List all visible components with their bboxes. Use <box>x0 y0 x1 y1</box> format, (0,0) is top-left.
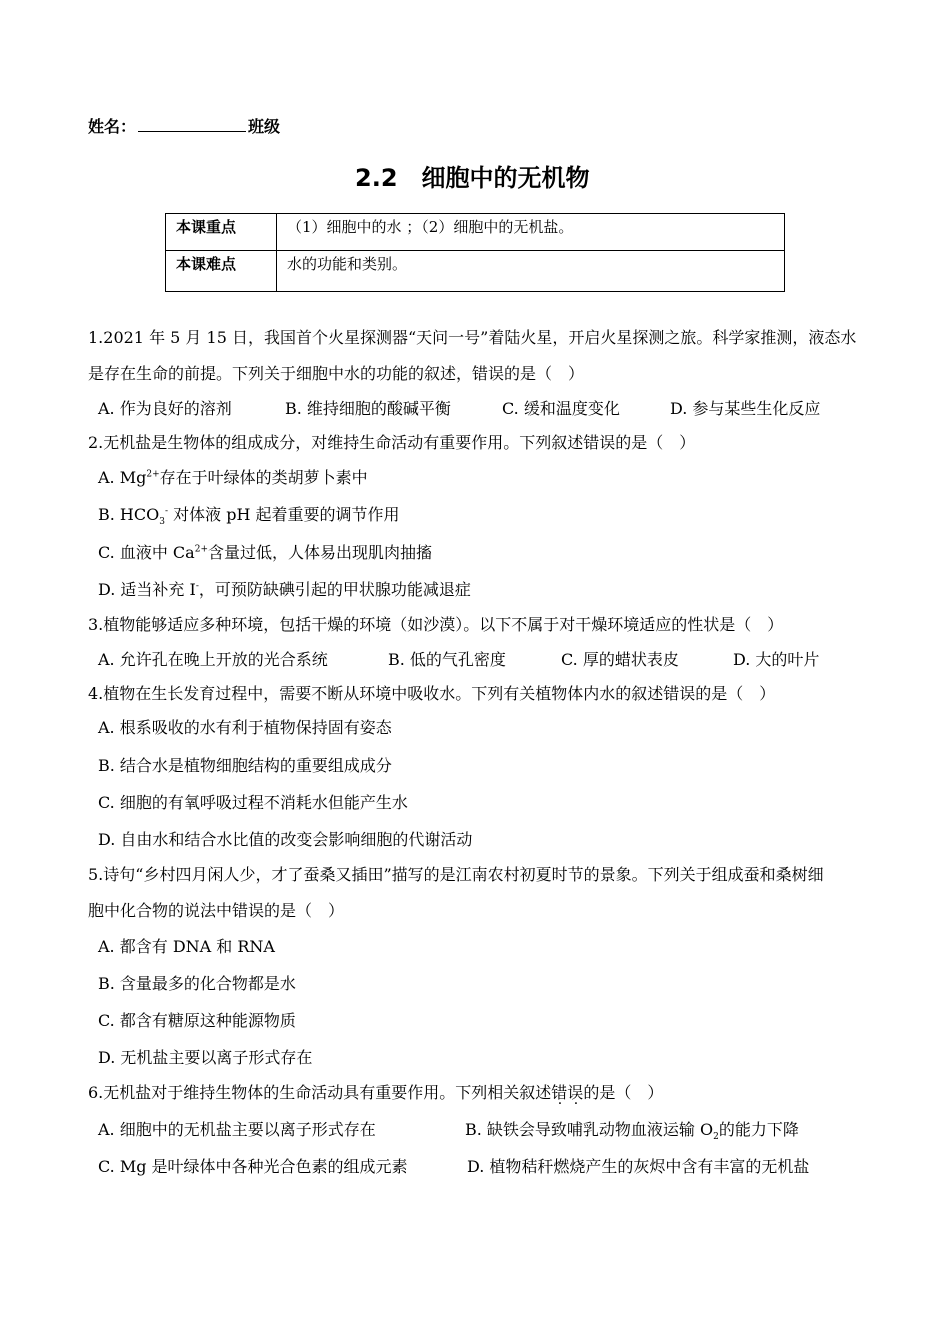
name-label: 姓名： <box>88 117 137 136</box>
focus-label: 本课重点 <box>166 214 277 251</box>
q1-option-c[interactable]: C. 缓和温度变化 <box>502 399 620 418</box>
name-class-line <box>88 117 280 137</box>
q6-option-c[interactable]: C. Mg 是叶绿体中各种光合色素的组成元素 <box>98 1157 408 1176</box>
q5-line1: 5.诗句“乡村四月闲人少，才了蚕桑又插田”描写的是江南农村初夏时节的景象。下列关于组成蚕和桑树细 <box>88 865 824 884</box>
focus-value: （1）细胞中的水 ；（2）细胞中的无机盐。 <box>277 214 785 251</box>
name-blank[interactable] <box>138 117 246 132</box>
q3-option-c[interactable]: C. 厚的蜡状表皮 <box>561 650 679 669</box>
key-points-table <box>165 213 785 292</box>
q1-option-b[interactable]: B. 维持细胞的酸碱平衡 <box>285 399 451 418</box>
q2-option-b[interactable]: B. $HCO_3^-$ 对体液 pH 起着重要的调节作用 <box>98 505 400 528</box>
q2-option-a[interactable]: A. $Mg^{2+}$存在于叶绿体的类胡萝卜素中 <box>98 468 368 487</box>
q6-option-d[interactable]: D. 植物秸秆燃烧产生的灰烬中含有丰富的无机盐 <box>467 1157 810 1176</box>
q4-option-c[interactable]: C. 细胞的有氧呼吸过程不消耗水但能产生水 <box>98 793 408 812</box>
q5-option-d[interactable]: D. 无机盐主要以离子形式存在 <box>98 1048 313 1067</box>
q1-option-d[interactable]: D. 参与某些生化反应 <box>670 399 821 418</box>
q3-option-a[interactable]: A. 允许孔在晚上开放的光合系统 <box>98 650 328 669</box>
q4-option-d[interactable]: D. 自由水和结合水比值的改变会影响细胞的代谢活动 <box>98 830 473 849</box>
difficulty-value: 水的功能和类别。 <box>277 251 785 292</box>
q6-stem: 6.无机盐对于维持生物体的生命活动具有重要作用。下列相关叙述错误的是（ ） <box>88 1083 664 1102</box>
difficulty-label: 本课难点 <box>166 251 277 292</box>
q2-stem: 2.无机盐是生物体的组成成分，对维持生命活动有重要作用。下列叙述错误的是（ ） <box>88 433 696 452</box>
q1-line2: 是存在生命的前提。下列关于细胞中水的功能的叙述，错误的是（ ） <box>88 364 585 383</box>
class-label: 班级 <box>248 117 281 136</box>
q2-option-d[interactable]: D. 适当补充 I-，可预防缺碘引起的甲状腺功能减退症 <box>98 580 471 599</box>
q6-option-b[interactable]: B. 缺铁会导致哺乳动物血液运输 $O_2$的能力下降 <box>465 1120 799 1143</box>
q1-option-a[interactable]: A. 作为良好的溶剂 <box>98 399 232 418</box>
emphasis-char-2: 误 <box>567 1083 584 1102</box>
q4-option-b[interactable]: B. 结合水是植物细胞结构的重要组成成分 <box>98 756 392 775</box>
q5-option-b[interactable]: B. 含量最多的化合物都是水 <box>98 974 296 993</box>
emphasis-char-1: 错 <box>551 1083 568 1102</box>
q3-option-d[interactable]: D. 大的叶片 <box>733 650 820 669</box>
q3-option-b[interactable]: B. 低的气孔密度 <box>388 650 506 669</box>
q4-stem: 4.植物在生长发育过程中，需要不断从环境中吸收水。下列有关植物体内水的叙述错误的是（ ） <box>88 684 776 703</box>
q2-option-c[interactable]: C. 血液中 $Ca^{2+}$含量过低，人体易出现肌肉抽搐 <box>98 543 433 562</box>
q6-option-a[interactable]: A. 细胞中的无机盐主要以离子形式存在 <box>98 1120 376 1139</box>
q4-option-a[interactable]: A. 根系吸收的水有利于植物保持固有姿态 <box>98 718 392 737</box>
page-title: 2.2 细胞中的无机物 <box>355 164 590 192</box>
q5-option-a[interactable]: A. 都含有 DNA 和 RNA <box>98 937 275 956</box>
q1-line1: 1.2021 年 5 月 15 日，我国首个火星探测器“天问一号”着陆火星，开启火星探测之旅。科学家推测，液态水 <box>88 328 857 347</box>
q5-option-c[interactable]: C. 都含有糖原这种能源物质 <box>98 1011 296 1030</box>
q5-line2: 胞中化合物的说法中错误的是（ ） <box>88 901 345 920</box>
q3-stem: 3.植物能够适应多种环境，包括干燥的环境（如沙漠）。以下不属于对干燥环境适应的性状是（ ） <box>88 615 784 634</box>
